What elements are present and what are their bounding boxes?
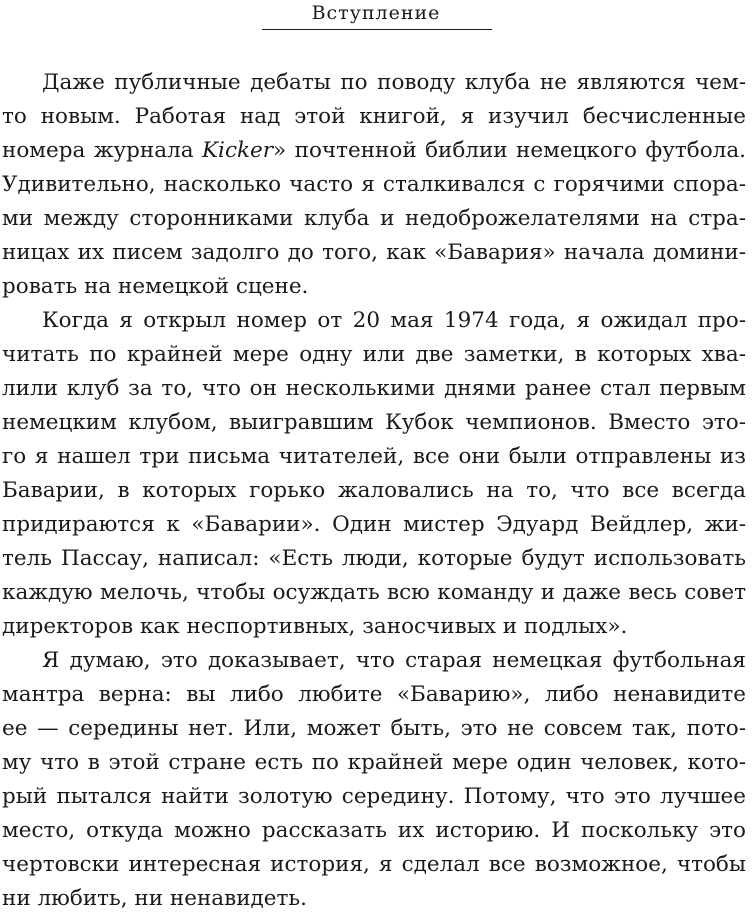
text-line: му что в этой стране есть по крайней мере один человек, кото- <box>2 750 746 775</box>
text-line: каждую мелочь, чтобы осуждать всю команду и даже весь совет <box>2 580 746 605</box>
text-line: ни любить, ни ненавидеть. <box>2 886 307 911</box>
text-run: » почтенной библии немецкого футбола. <box>273 138 746 163</box>
text-line: лили клуб за то, что он несколькими днями ранее стал первым <box>2 376 746 401</box>
text-line: го я нашел три письма читателей, все они были отправлены из <box>2 444 746 469</box>
header-rule <box>262 29 492 30</box>
magazine-title: Kicker <box>202 138 274 163</box>
text-line: немецким клубом, выигравшим Кубок чемпионов. Вместо это- <box>2 410 746 435</box>
text-line: ницах их писем задолго до того, как «Бавария» начала домини- <box>2 240 746 265</box>
text-line: придираются к «Баварии». Один мистер Эдуард Вейдлер, жи- <box>2 512 746 537</box>
text-run: номера журнала <box>2 138 202 163</box>
text-line: ровать на немецкой сцене. <box>2 274 309 299</box>
text-line: чертовски интересная история, я сделал все возможное, чтобы <box>2 852 746 877</box>
text-line: ее — середины нет. Или, может быть, это не совсем так, пото- <box>2 716 746 741</box>
text-line: место, откуда можно рассказать их историю. И поскольку это <box>2 818 746 843</box>
text-line: Даже публичные дебаты по поводу клуба не являются чем- <box>42 70 746 95</box>
text-line: Когда я открыл номер от 20 мая 1974 года, я ожидал про- <box>42 308 746 333</box>
text-line: тель Пассау, написал: «Есть люди, которые будут использовать <box>2 546 746 571</box>
text-line: то новым. Работая над этой книгой, я изучил бесчисленные <box>2 104 746 129</box>
paragraph-1 <box>2 66 746 304</box>
text-line <box>2 134 746 168</box>
text-line: мантра верна: вы либо любите «Баварию», либо ненавидите <box>2 682 746 707</box>
paragraph-3 <box>2 644 746 916</box>
text-line: ми между сторонниками клуба и недоброжелателями на стра- <box>2 206 746 231</box>
body-text <box>2 66 746 916</box>
running-header-title: Вступление <box>311 2 441 24</box>
text-line: читать по крайней мере одну или две заметки, в которых хва- <box>2 342 746 367</box>
paragraph-2 <box>2 304 746 644</box>
text-line: Баварии, в которых горько жаловались на то, что все всегда <box>2 478 746 503</box>
text-line: Удивительно, насколько часто я сталкивался с горячими спора- <box>2 172 746 197</box>
text-line: рый пытался найти золотую середину. Потому, что это лучшее <box>2 784 746 809</box>
text-line: директоров как неспортивных, заносчивых и подлых». <box>2 614 628 639</box>
text-line: Я думаю, это доказывает, что старая немецкая футбольная <box>42 648 746 673</box>
